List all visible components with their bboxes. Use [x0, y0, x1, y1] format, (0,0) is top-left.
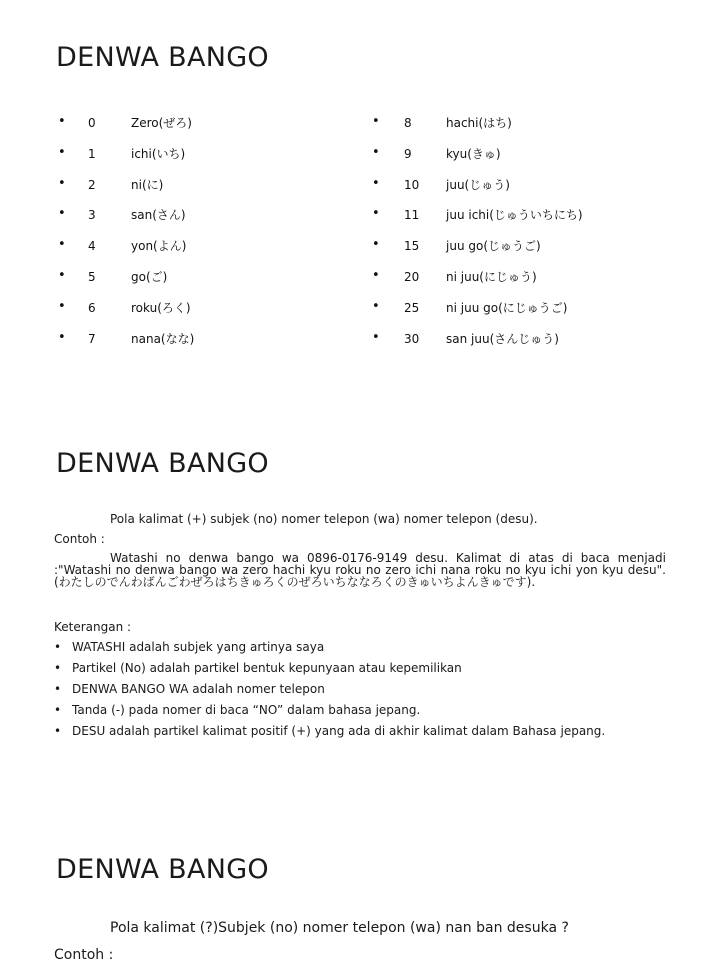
- keterangan-text: Tanda (-) pada nomer di baca “NO” dalam bahasa jepang.: [72, 703, 421, 717]
- bullet-icon: •: [372, 298, 380, 314]
- example-text: Watashi no denwa bango wa 0896-0176-9149 desu. Kalimat di atas di baca menjadi :"Watashi no denwa bango wa zero hachi kyu roku no zero ichi nana roku no kyu ichi yon kyu desu". (わたしのでんわばんごわぜろはちきゅろくのぜろいちななろくのきゅいちよんきゅです).: [54, 551, 666, 590]
- number-reading: juu ichi(じゅういちにち): [446, 208, 583, 223]
- number-reading: kyu(きゅ): [446, 146, 501, 161]
- sentence-pattern: Pola kalimat (+) subjek (no) nomer telepon (wa) nomer telepon (desu).: [110, 512, 538, 526]
- keterangan-label: Keterangan :: [54, 620, 132, 634]
- bullet-icon: •: [58, 144, 66, 160]
- example-paragraph: [54, 552, 666, 589]
- contoh-label: Contoh :: [54, 532, 105, 546]
- slide-2-body: [54, 512, 666, 752]
- number-value: 25: [404, 300, 420, 315]
- number-value: 4: [88, 239, 96, 254]
- number-reading: go(ご): [131, 269, 168, 284]
- keterangan-item: [54, 640, 605, 661]
- keterangan-item: [54, 682, 605, 703]
- bullet-icon: •: [58, 329, 66, 345]
- slide-1-title: DENWA BANGO: [56, 42, 269, 73]
- bullet-icon: •: [372, 144, 380, 160]
- number-value: 6: [88, 300, 96, 315]
- number-reading: ichi(いち): [131, 146, 186, 161]
- number-value: 0: [88, 116, 96, 130]
- number-reading: nana(なな): [131, 331, 195, 346]
- keterangan-text: Partikel (No) adalah partikel bentuk kepunyaan atau kepemilikan: [72, 661, 462, 675]
- number-reading: san(さん): [131, 208, 186, 223]
- bullet-icon: •: [372, 175, 380, 191]
- bullet-icon: •: [54, 682, 62, 696]
- number-value: 15: [404, 239, 420, 254]
- contoh-label-3: Contoh :: [54, 947, 114, 963]
- number-value: 7: [88, 331, 96, 346]
- number-value: 5: [88, 269, 96, 284]
- number-reading: ni juu(にじゅう): [446, 269, 537, 284]
- bullet-icon: •: [372, 237, 380, 253]
- bullet-icon: •: [54, 703, 62, 717]
- bullet-icon: •: [58, 267, 66, 283]
- number-reading: san juu(さんじゅう): [446, 331, 559, 346]
- number-value: 20: [404, 269, 420, 284]
- number-value: 9: [404, 146, 412, 161]
- bullet-icon: •: [58, 175, 66, 191]
- sentence-pattern-question: Pola kalimat (?)Subjek (no) nomer telepon (wa) nan ban desuka ?: [110, 920, 569, 936]
- bullet-icon: •: [58, 237, 66, 253]
- slide-2: [0, 400, 720, 820]
- number-value: 1: [88, 146, 96, 161]
- number-reading: ni juu go(にじゅうご): [446, 300, 568, 315]
- number-reading: ni(に): [131, 177, 164, 192]
- keterangan-text: WATASHI adalah subjek yang artinya saya: [72, 640, 325, 654]
- number-value: 2: [88, 177, 96, 192]
- number-value: 30: [404, 331, 420, 346]
- number-reading: roku(ろく): [131, 300, 191, 315]
- keterangan-list: [54, 640, 605, 745]
- keterangan-text: DENWA BANGO WA adalah nomer telepon: [72, 682, 325, 696]
- bullet-icon: •: [372, 206, 380, 222]
- number-reading: juu go(じゅうご): [446, 239, 541, 254]
- slide-3-title: DENWA BANGO: [56, 854, 269, 885]
- number-value: 11: [404, 208, 420, 223]
- number-value: 3: [88, 208, 96, 223]
- bullet-icon: •: [58, 206, 66, 222]
- number-reading: hachi(はち): [446, 116, 512, 130]
- slide-3-body: [54, 920, 666, 963]
- slide-2-title: DENWA BANGO: [56, 448, 269, 479]
- number-reading: juu(じゅう): [446, 177, 510, 192]
- slide-1: [0, 0, 720, 400]
- bullet-icon: •: [58, 298, 66, 314]
- bullet-icon: •: [372, 114, 380, 129]
- keterangan-item: [54, 703, 605, 724]
- number-reading: yon(よん): [131, 239, 187, 254]
- bullet-icon: •: [54, 661, 62, 675]
- number-value: 10: [404, 177, 420, 192]
- bullet-icon: •: [54, 724, 62, 738]
- bullet-icon: •: [372, 267, 380, 283]
- keterangan-item: [54, 661, 605, 682]
- bullet-icon: •: [58, 114, 66, 129]
- keterangan-text: DESU adalah partikel kalimat positif (+) yang ada di akhir kalimat dalam Bahasa jepang.: [72, 724, 606, 738]
- slide-3: [0, 820, 720, 963]
- number-reading: Zero(ぜろ): [131, 116, 192, 130]
- bullet-icon: •: [372, 329, 380, 345]
- keterangan-item: [54, 724, 605, 745]
- number-value: 8: [404, 116, 412, 130]
- bullet-icon: •: [54, 640, 62, 654]
